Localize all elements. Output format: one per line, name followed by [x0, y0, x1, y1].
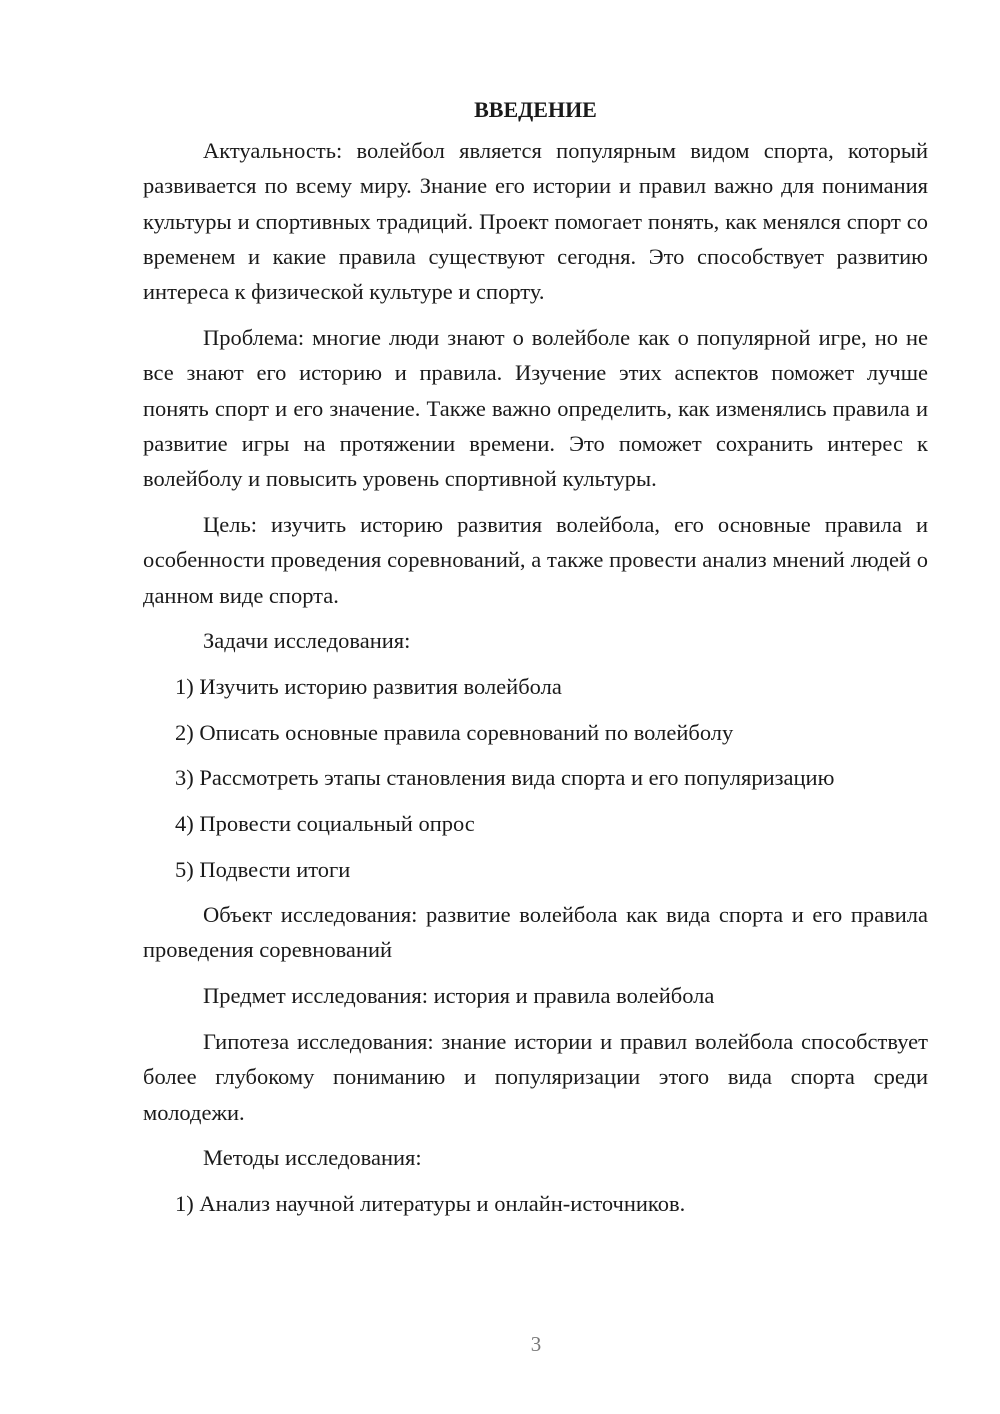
hypothesis-paragraph: Гипотеза исследования: знание истории и правил волейбола способствует более глубокому пониманию и популяризации этого вида спорта среди молодежи.	[143, 1029, 928, 1125]
methods-title: Методы исследования:	[203, 1145, 422, 1171]
section-heading: ВВЕДЕНИЕ	[474, 97, 597, 122]
task-item: 4) Провести социальный опрос	[175, 810, 475, 836]
relevance-paragraph: Актуальность: волейбол является популярным видом спорта, который развивается по всему миру. Знание его истории и правил важно для понимания культуры и спортивных традиций. Проект помогает понять, как менялся спорт со временем и какие правила существуют сегодня. Это способствует развитию интереса к физической культуре и спорту.	[143, 138, 928, 305]
goal-paragraph: Цель: изучить историю развития волейбола, его основные правила и особенности проведения соревнований, а также провести анализ мнений людей о данном виде спорта.	[143, 511, 928, 608]
method-item: 1) Анализ научной литературы и онлайн-источников.	[175, 1191, 686, 1217]
object-paragraph: Объект исследования: развитие волейбола как вида спорта и его правила проведения соревнований	[143, 902, 928, 963]
task-item: 3) Рассмотреть этапы становления вида спорта и его популяризацию	[175, 765, 835, 791]
tasks-title: Задачи исследования:	[203, 628, 411, 654]
problem-paragraph: Проблема: многие люди знают о волейболе как о популярной игре, но не все знают его историю и правила. Изучение этих аспектов поможет лучше понять спорт и его значение. Также важно определить, как изменялись правила и развитие игры на протяжении времени. Это поможет сохранить интерес к волейболу и повысить уровень спортивной культуры.	[143, 324, 928, 492]
page-number: 3	[530, 1332, 542, 1356]
task-item: 2) Описать основные правила соревнований по волейболу	[175, 719, 734, 745]
task-item: 5) Подвести итоги	[175, 856, 351, 882]
subject-line: Предмет исследования: история и правила волейбола	[203, 983, 715, 1009]
task-item: 1) Изучить историю развития волейбола	[175, 674, 562, 700]
page-content	[143, 92, 928, 1232]
